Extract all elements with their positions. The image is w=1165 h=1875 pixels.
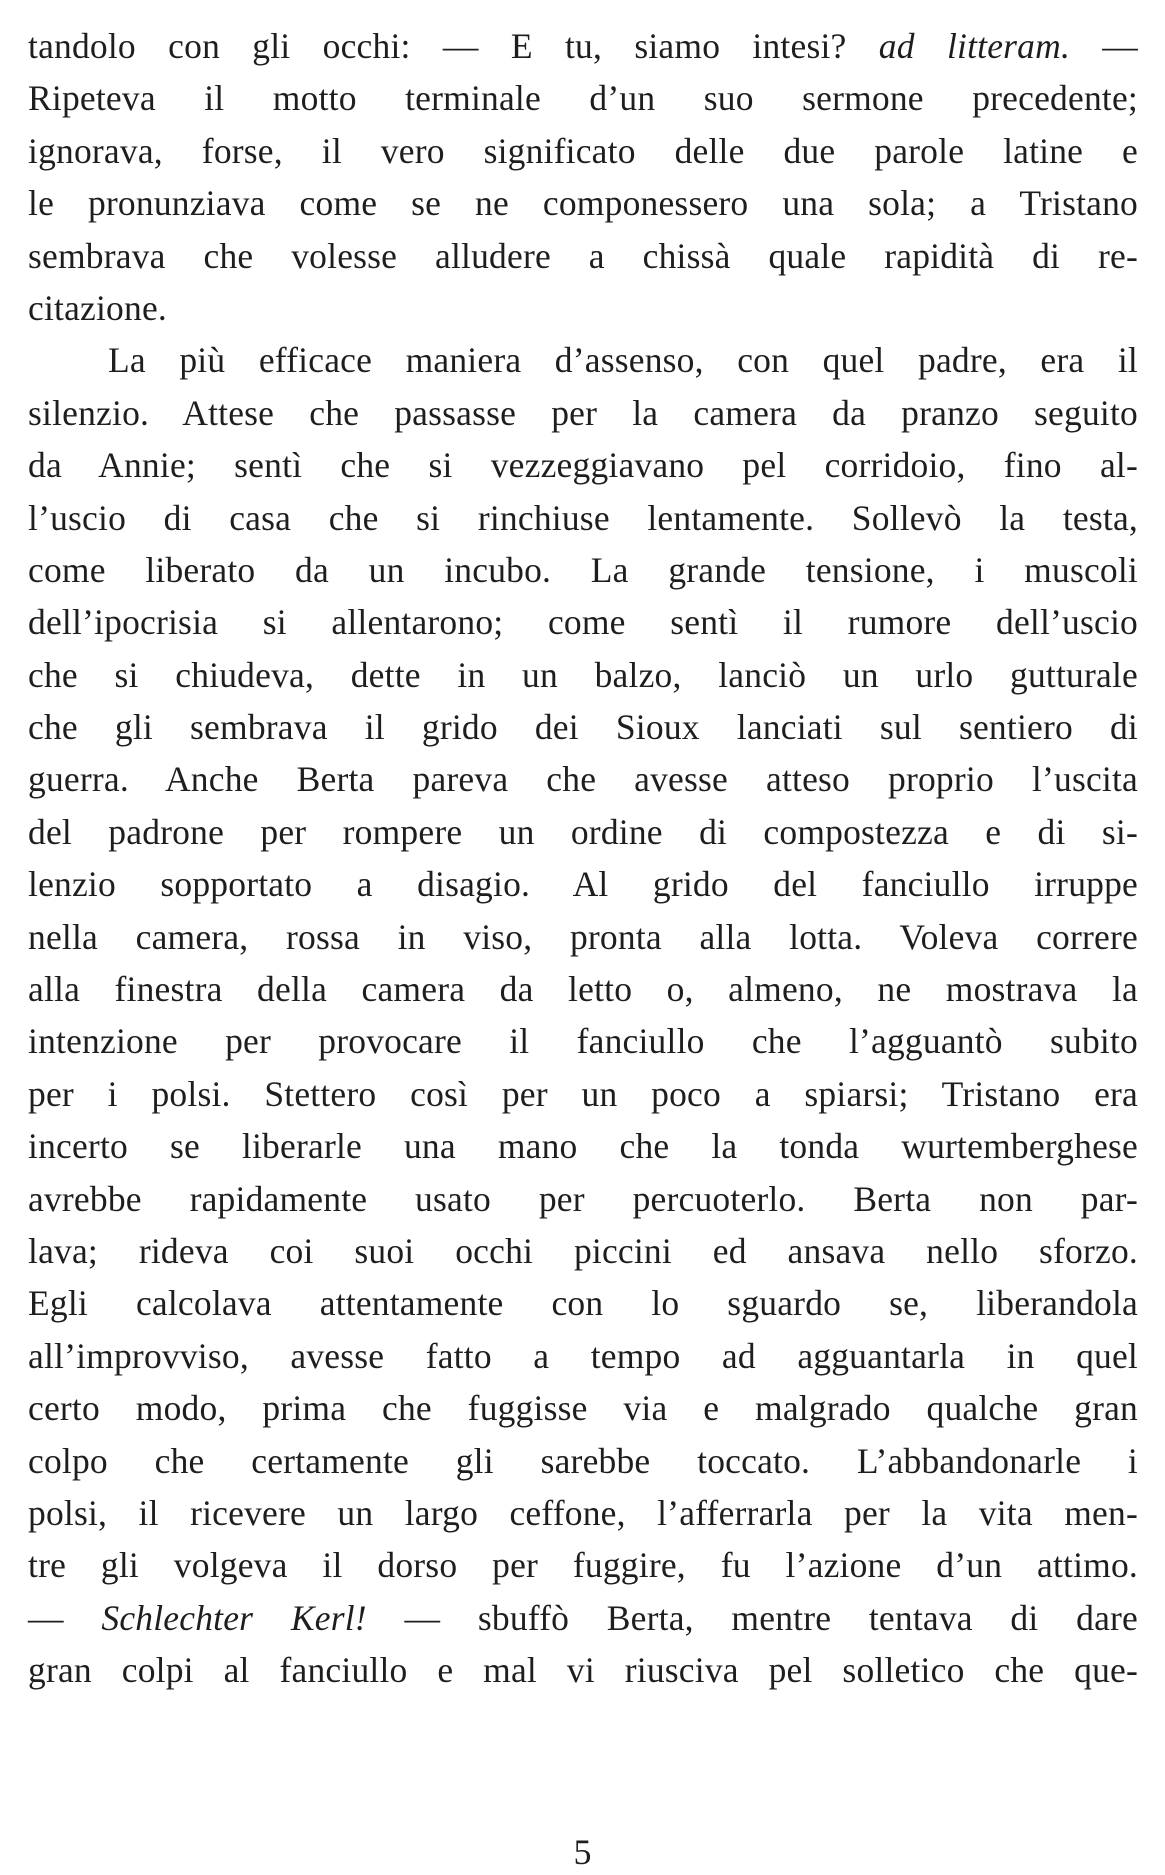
text-line-21: per i polsi. Stettero così per un poco a spiarsi; Tristano era — [28, 1073, 1138, 1114]
text-line-2: Ripeteva il motto terminale d’un suo sermone precedente; — [28, 78, 1138, 119]
text-line-12: dell’ipocrisia si allentarono; come sentì il rumore dell’uscio — [28, 602, 1138, 643]
text-line-13: che si chiudeva, dette in un balzo, lanciò un urlo gutturale — [28, 654, 1138, 695]
text-line-18: nella camera, rossa in viso, pronta alla lotta. Voleva correre — [28, 916, 1138, 957]
text-line-8: silenzio. Attese che passasse per la camera da pranzo seguito — [28, 392, 1138, 433]
text-line-27: certo modo, prima che fuggisse via e malgrado qualche gran — [28, 1388, 1138, 1429]
text-line-25: Egli calcolava attentamente con lo sguardo se, liberandola — [28, 1283, 1138, 1324]
page-body-text — [28, 20, 1138, 1697]
text-line-28: colpo che certamente gli sarebbe toccato. L’abbandonarle i — [28, 1440, 1138, 1481]
text-line-5: sembrava che volesse alludere a chissà quale rapidità di re- — [28, 235, 1138, 276]
text-line-20: intenzione per provocare il fanciullo che l’agguantò subito — [28, 1021, 1138, 1062]
text-line-24: lava; rideva coi suoi occhi piccini ed ansava nello sforzo. — [28, 1230, 1138, 1271]
text-line-7: La più efficace maniera d’assenso, con quel padre, era il — [108, 340, 1138, 381]
text-line-30: tre gli volgeva il dorso per fuggire, fu l’azione d’un attimo. — [28, 1545, 1138, 1586]
text-line-19: alla finestra della camera da letto o, almeno, ne mostrava la — [28, 969, 1138, 1010]
text-line-4: le pronunziava come se ne componessero una sola; a Tristano — [28, 183, 1138, 224]
text-line-32: gran colpi al fanciullo e mal vi riusciva pel solletico che que- — [28, 1650, 1138, 1691]
text-line-23: avrebbe rapidamente usato per percuoterlo. Berta non par- — [28, 1178, 1138, 1219]
text-line-1: tandolo con gli occhi: — E tu, siamo intesi? ad litteram. — — [28, 26, 1139, 66]
text-line-31: — Schlechter Kerl! — sbuffò Berta, mentre tentava di dare — [28, 1597, 1139, 1638]
text-line-10: l’uscio di casa che si rinchiuse lentamente. Sollevò la testa, — [28, 497, 1138, 538]
text-line-6: citazione. — [28, 287, 167, 328]
text-line-9: da Annie; sentì che si vezzeggiavano pel corridoio, fino al- — [28, 445, 1138, 486]
german-exclamation: Schlechter Kerl! — [101, 1597, 367, 1638]
text-line-15: guerra. Anche Berta pareva che avesse atteso proprio l’uscita — [28, 759, 1138, 800]
text-line-17: lenzio sopportato a disagio. Al grido del fanciullo irruppe — [28, 864, 1138, 905]
text-line-3: ignorava, forse, il vero significato delle due parole latine e — [28, 130, 1138, 171]
latin-phrase: ad litteram. — [878, 26, 1071, 66]
text-line-14: che gli sembrava il grido dei Sioux lanciati sul sentiero di — [28, 707, 1138, 748]
text-line-29: polsi, il ricevere un largo ceffone, l’afferrarla per la vita men- — [28, 1492, 1138, 1533]
page-number: 5 — [573, 1832, 592, 1872]
text-line-22: incerto se liberarle una mano che la tonda wurtemberghese — [28, 1126, 1138, 1167]
text-line-16: del padrone per rompere un ordine di compostezza e di si- — [28, 811, 1138, 852]
text-line-26: all’improvviso, avesse fatto a tempo ad agguantarla in quel — [28, 1335, 1138, 1376]
text-line-11: come liberato da un incubo. La grande tensione, i muscoli — [28, 549, 1138, 590]
